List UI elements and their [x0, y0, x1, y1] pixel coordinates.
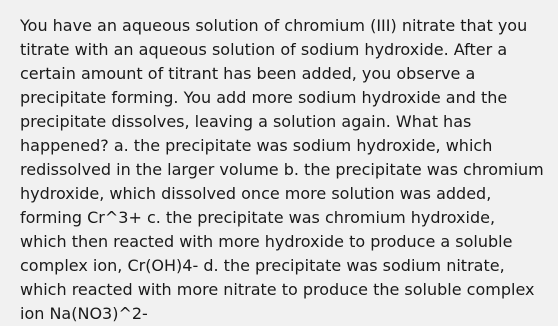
question-text [20, 14, 544, 326]
question-line: redissolved in the larger volume b. the precipitate was chromium [20, 160, 544, 179]
question-line: which then reacted with more hydroxide to produce a soluble [20, 232, 513, 251]
question-line: forming Cr^3+ c. the precipitate was chromium hydroxide, [20, 208, 496, 227]
question-line: You have an aqueous solution of chromium (III) nitrate that you [20, 16, 528, 35]
question-line: precipitate dissolves, leaving a solution again. What has [20, 112, 472, 131]
question-line: hydroxide, which dissolved once more solution was added, [20, 184, 492, 203]
question-line: which reacted with more nitrate to produce the soluble complex [20, 280, 535, 299]
question-line: happened? a. the precipitate was sodium hydroxide, which [20, 136, 493, 155]
question-line: ion Na(NO3)^2- [20, 304, 148, 323]
question-line: titrate with an aqueous solution of sodium hydroxide. After a [20, 40, 508, 59]
question-line: certain amount of titrant has been added, you observe a [20, 64, 476, 83]
question-line: complex ion, Cr(OH)4- d. the precipitate was sodium nitrate, [20, 256, 505, 275]
question-line: precipitate forming. You add more sodium hydroxide and the [20, 88, 508, 107]
